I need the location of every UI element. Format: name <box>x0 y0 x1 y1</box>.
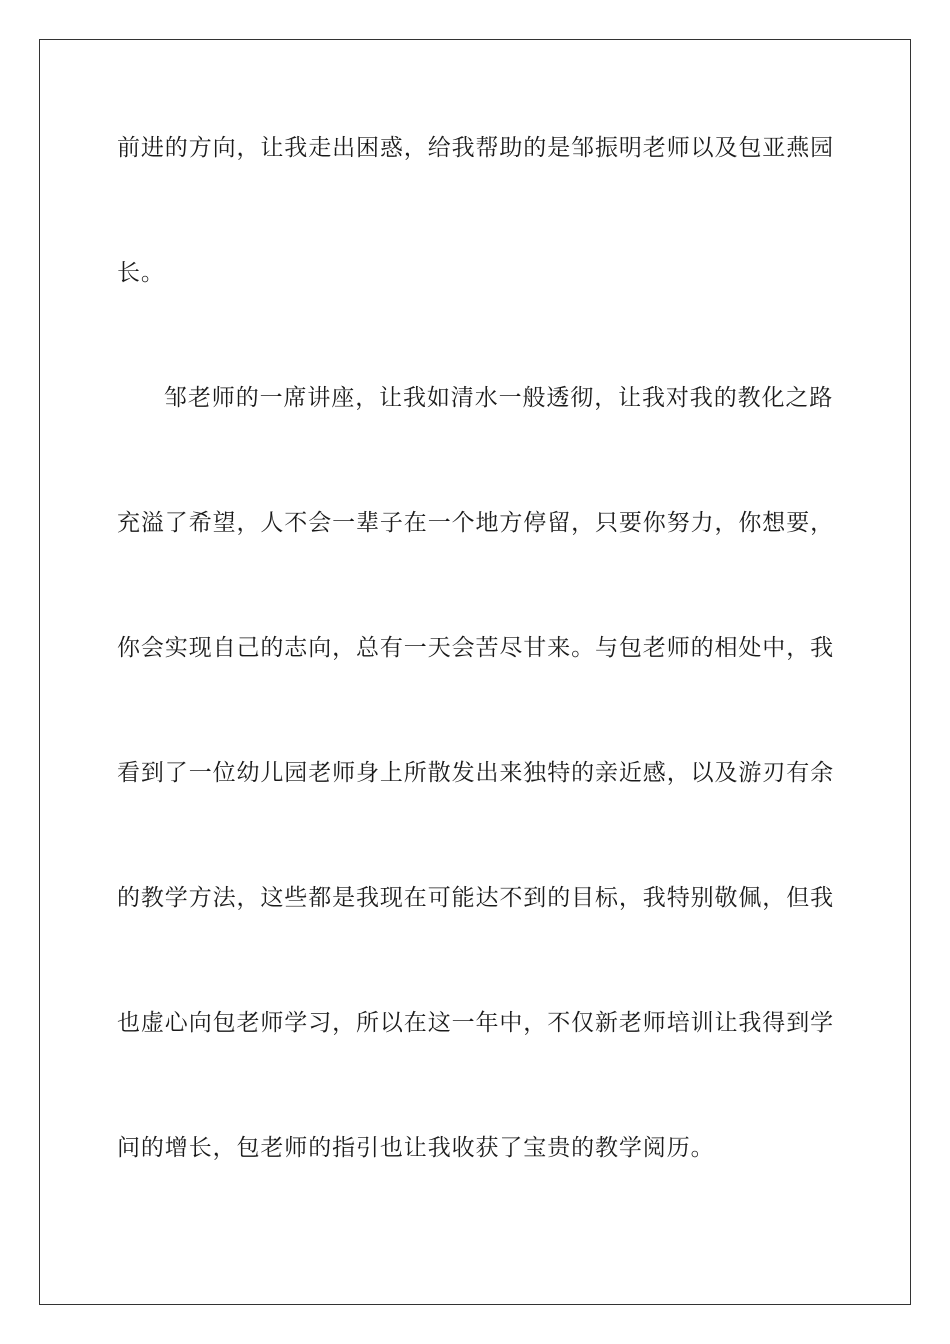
paragraph-start-line: 邹老师的一席讲座，让我如清水一般透彻，让我对我的教化之路 <box>164 385 834 411</box>
text-line: 你会实现自己的志向，总有一天会苦尽甘来。与包老师的相处中，我 <box>117 635 834 661</box>
text-line: 充溢了希望，人不会一辈子在一个地方停留，只要你努力，你想要， <box>117 510 834 536</box>
text-line: 长。 <box>117 260 165 286</box>
text-line: 的教学方法，这些都是我现在可能达不到的目标，我特别敬佩，但我 <box>117 885 834 911</box>
text-line: 也虚心向包老师学习，所以在这一年中，不仅新老师培训让我得到学 <box>117 1010 834 1036</box>
text-line: 前进的方向，让我走出困惑，给我帮助的是邹振明老师以及包亚燕园 <box>117 135 834 161</box>
text-line: 看到了一位幼儿园老师身上所散发出来独特的亲近感，以及游刃有余 <box>117 760 834 786</box>
page-border <box>39 39 911 1305</box>
text-line: 问的增长，包老师的指引也让我收获了宝贵的教学阅历。 <box>117 1135 715 1161</box>
